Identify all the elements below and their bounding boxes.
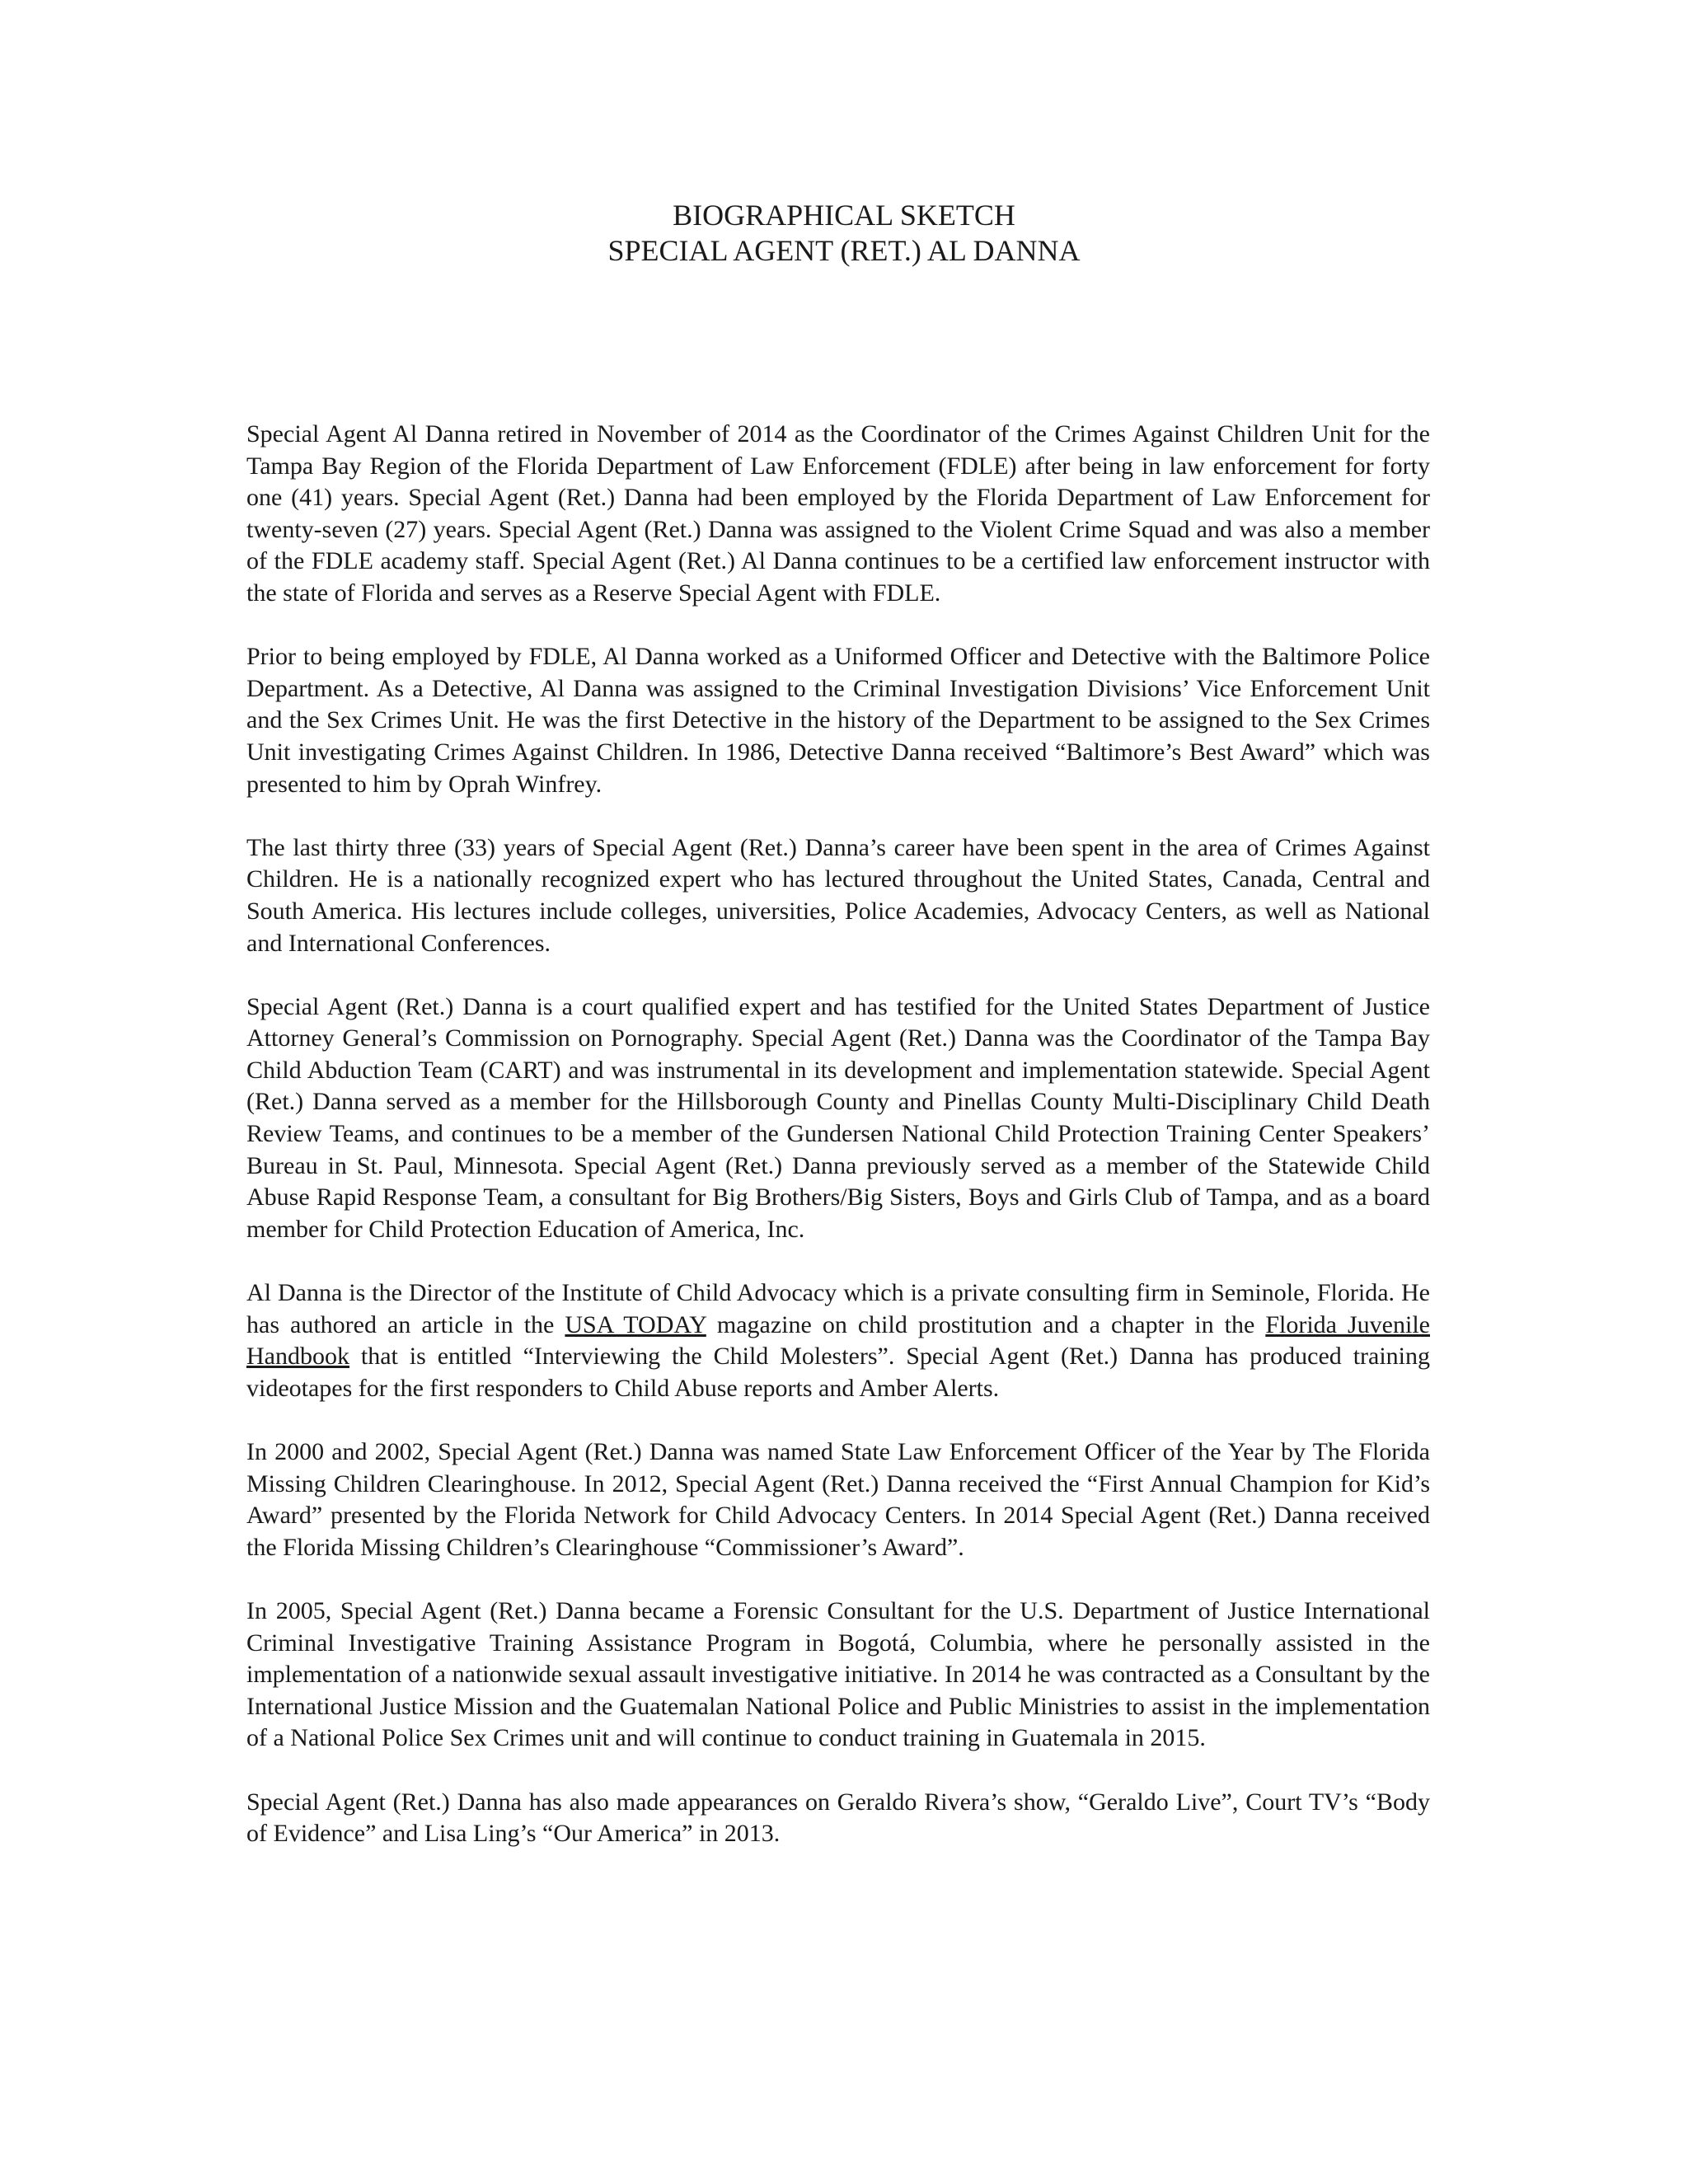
paragraph-career-fdle: Special Agent Al Danna retired in November of 2014 as the Coordinator of the Crimes Against Children Unit for the Tampa Bay Region of the Florida Department of Law Enforcement (FDLE) after being in law enforcement for forty one (41) years. Special Agent (Ret.) Danna had been employed by the Florida Department of Law Enforcement for twenty-seven (27) years. Special Agent (Ret.) Danna was assigned to the Violent Crime Squad and was also a member of the FDLE academy staff. Special Agent (Ret.) Al Danna continues to be a certified law enforcement instructor with the state of Florida and serves as a Reserve Special Agent with FDLE. bbox=[246, 420, 1430, 607]
p5-text-1: Al Danna is the Director of the Institute of Child Advocacy which is a private consulting firm in Seminole, Florida. He has authored an article in the bbox=[246, 1279, 1430, 1338]
paragraph-expert-testimony: Special Agent (Ret.) Danna is a court qualified expert and has testified for the United States Department of Justice Attorney General’s Commission on Pornography. Special Agent (Ret.) Danna was the Coordinator of the Tampa Bay Child Abduction Team (CART) and was instrumental in its development and implementation statewide. Special Agent (Ret.) Danna served as a member for the Hillsborough County and Pinellas County Multi-Disciplinary Child Death Review Teams, and continues to be a member of the Gundersen National Child Protection Training Center Speakers’ Bureau in St. Paul, Minnesota. Special Agent (Ret.) Danna previously served as a member of the Statewide Child Abuse Rapid Response Team, a consultant for Big Brothers/Big Sisters, Boys and Girls Club of Tampa, and as a board member for Child Protection Education of America, Inc. bbox=[246, 992, 1430, 1243]
document-body bbox=[246, 419, 1430, 1850]
paragraph-baltimore-police: Prior to being employed by FDLE, Al Danna worked as a Uniformed Officer and Detective with the Baltimore Police Department. As a Detective, Al Danna was assigned to the Criminal Investigation Divisions’ Vice Enforcement Unit and the Sex Crimes Unit. He was the first Detective in the history of the Department to be assigned to the Sex Crimes Unit investigating Crimes Against Children. In 1986, Detective Danna received “Baltimore’s Best Award” which was presented to him by Oprah Winfrey. bbox=[246, 643, 1430, 798]
paragraph-institute-child-advocacy bbox=[246, 1277, 1430, 1404]
document-title bbox=[0, 198, 1688, 269]
p5-text-3: that is entitled “Interviewing the Child Molesters”. Special Agent (Ret.) Danna has produced training videotapes for the first responders to Child Abuse reports and Amber Alerts. bbox=[246, 1343, 1430, 1402]
florida-juvenile-handbook-title: Florida Juvenile Handbook bbox=[246, 1310, 1430, 1371]
paragraph-media-appearances: Special Agent (Ret.) Danna has also made appearances on Geraldo Rivera’s show, “Geraldo Live”, Court TV’s “Body of Evidence” and Lisa Ling’s “Our America” in 2013. bbox=[246, 1788, 1430, 1848]
title-line-1: BIOGRAPHICAL SKETCH bbox=[673, 199, 1015, 232]
title-line-2: SPECIAL AGENT (RET.) AL DANNA bbox=[607, 234, 1081, 267]
paragraph-crimes-against-children: The last thirty three (33) years of Special Agent (Ret.) Danna’s career have been spent in the area of Crimes Against Children. He is a nationally recognized expert who has lectured throughout the United States, Canada, Central and South America. His lectures include colleges, universities, Police Academies, Advocacy Centers, as well as National and International Conferences. bbox=[246, 833, 1430, 957]
usa-today-title: USA TODAY bbox=[565, 1310, 706, 1338]
paragraph-awards: In 2000 and 2002, Special Agent (Ret.) Danna was named State Law Enforcement Officer of the Year by The Florida Missing Children Clearinghouse. In 2012, Special Agent (Ret.) Danna received the “First Annual Champion for Kid’s Award” presented by the Florida Network for Child Advocacy Centers. In 2014 Special Agent (Ret.) Danna received the Florida Missing Children’s Clearinghouse “Commissioner’s Award”. bbox=[246, 1438, 1430, 1561]
p5-text-2: magazine on child prostitution and a chapter in the bbox=[706, 1310, 1266, 1338]
paragraph-international-consulting: In 2005, Special Agent (Ret.) Danna became a Forensic Consultant for the U.S. Department of Justice International Criminal Investigative Training Assistance Program in Bogotá, Columbia, where he personally assisted in the implementation of a nationwide sexual assault investigative initiative. In 2014 he was contracted as a Consultant by the International Justice Mission and the Guatemalan National Police and Public Ministries to assist in the implementation of a National Police Sex Crimes unit and will continue to conduct training in Guatemala in 2015. bbox=[246, 1596, 1430, 1752]
